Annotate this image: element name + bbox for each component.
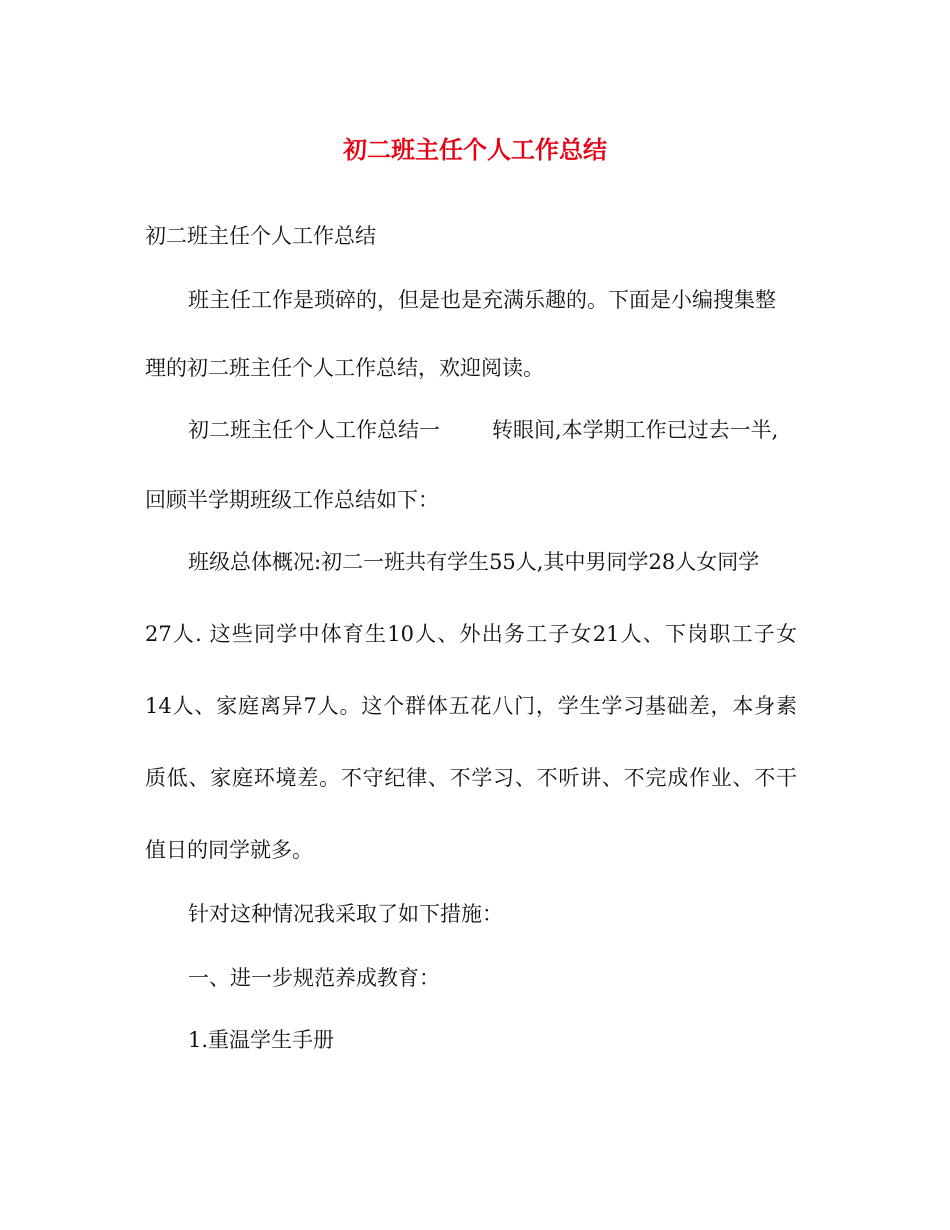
paragraph-line: 回顾半学期班级工作总结如下： — [145, 488, 439, 512]
paragraph-text: 转眼间,本学期工作已过去一半, — [492, 418, 779, 442]
paragraph-line: 14人、家庭离异7人。这个群体五花八门，学生学习基础差，本身素 — [145, 694, 797, 718]
paragraph-line: 针对这种情况我采取了如下措施： — [188, 902, 503, 926]
section-heading: 一、进一步规范养成教育： — [188, 966, 440, 990]
paragraph-line: 27人. 这些同学中体育生10人、外出务工子女21人、下岗职工子女 — [145, 622, 797, 646]
paragraph-line — [188, 414, 778, 446]
section-heading-inline: 初二班主任个人工作总结一 — [188, 418, 440, 442]
paragraph-line: 理的初二班主任个人工作总结，欢迎阅读。 — [145, 356, 544, 380]
subsection-heading: 1.重温学生手册 — [188, 1028, 335, 1052]
paragraph-line: 质低、家庭环境差。不守纪律、不学习、不听讲、不完成作业、不干 — [145, 766, 797, 790]
document-subtitle: 初二班主任个人工作总结 — [145, 224, 376, 248]
paragraph-line: 班级总体概况:初二一班共有学生55人,其中男同学28人女同学 — [188, 550, 760, 574]
document-title: 初二班主任个人工作总结 — [343, 135, 607, 164]
paragraph-line: 班主任工作是琐碎的，但是也是充满乐趣的。下面是小编搜集整 — [188, 288, 776, 312]
paragraph-line: 值日的同学就多。 — [145, 838, 313, 862]
